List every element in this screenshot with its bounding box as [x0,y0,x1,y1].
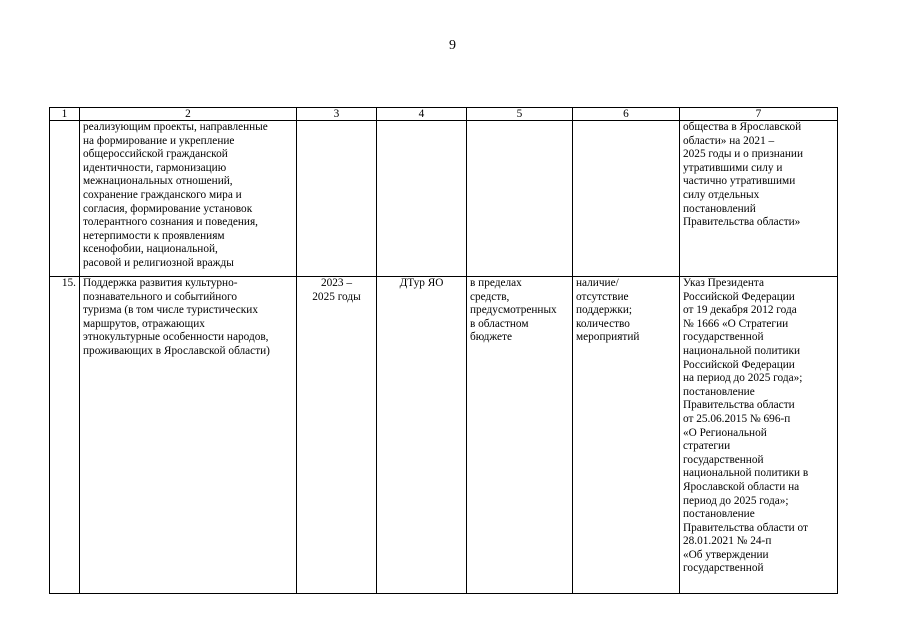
table-header-row [50,108,838,121]
basis-cell [680,121,838,277]
row-number-cell: 15. [50,277,80,594]
column-header: 7 [680,108,838,121]
period-cell [297,121,377,277]
basis-cell [680,277,838,594]
executor-cell: ДТур ЯО [377,277,467,594]
activity-text: реализующим проекты, направленные на формирование и укрепление общероссийской гражданской идентичности, гармонизацию межнациональных отношений, сохранение гражданского мира и согласия, формирование установок толерантного сознания и поведения, нетерпимости к проявлениям ксенофобии, национальной, расовой и религиозной вражды [83,121,268,269]
activity-cell [80,277,297,594]
table-row [50,277,838,594]
column-header: 5 [467,108,573,121]
column-header: 3 [297,108,377,121]
funding-cell [467,121,573,277]
column-header: 6 [573,108,680,121]
period-cell: 2023 – 2025 годы [297,277,377,594]
indicator-cell [573,121,680,277]
column-header: 4 [377,108,467,121]
basis-text: общества в Ярославской области» на 2021 – 2025 годы и о признании утратившими силу и частично утратившими силу отдельных постановлений Правительства области» [683,121,803,229]
indicator-cell: наличие/ отсутствие поддержки; количество мероприятий [573,277,680,594]
table-row [50,121,838,277]
activity-text: Поддержка развития культурно- познавательного и событийного туризма (в том числе туристических маршрутов, отражающих этнокультурные особенности народов, проживающих в Ярославской области) [83,277,270,357]
basis-text: Указ Президента Российской Федерации от 19 декабря 2012 года № 1666 «О Стратегии государственной национальной политики Российской Федерации на период до 2025 года»; постановление Правительства области от 25.06.2015 № 696-п «О Региональной стратегии государственной национальной политики в Ярославской области на период до 2025 года»; постановление Правительства области от 28.01.2021 № 24-п «Об утверждении государственной [683,277,809,575]
page-number: 9 [449,38,456,53]
document-table [49,107,838,594]
executor-cell [377,121,467,277]
column-header: 1 [50,108,80,121]
activity-cell [80,121,297,277]
column-header: 2 [80,108,297,121]
row-number-cell [50,121,80,277]
funding-cell: в пределах средств, предусмотренных в областном бюджете [467,277,573,594]
